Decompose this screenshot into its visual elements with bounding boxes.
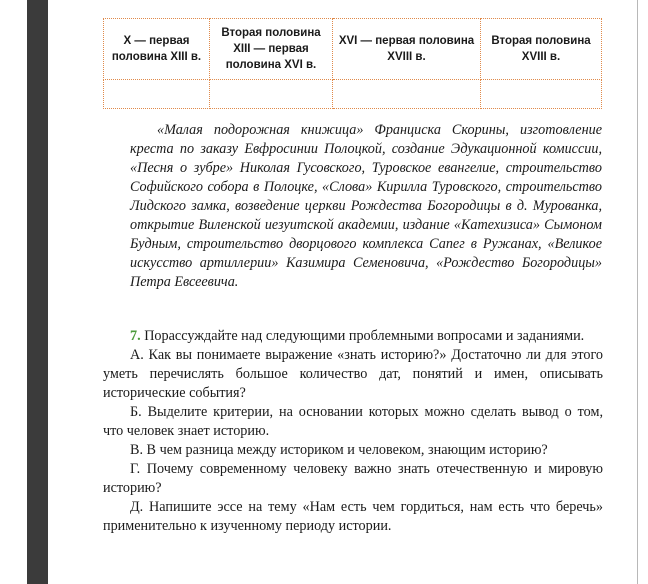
task-item: Б. Выделите критерии, на основании которых можно сделать вывод о том, что человек знает историю. [103, 404, 603, 439]
task-number: 7. [130, 328, 141, 344]
table-header-cell: Вторая половина XVIII в. [481, 19, 602, 80]
table-header-cell: Вторая половина XIII — первая половина XVI в. [210, 19, 333, 80]
task-item: А. Как вы понимаете выражение «знать историю?» Достаточно ли для этого уметь перечислять большое количество дат, понятий и имен, описывать исторические события? [103, 347, 603, 401]
task-item: Д. Напишите эссе на тему «Нам есть чем гордиться, нам есть что беречь» применительно к изученному периоду истории. [103, 499, 603, 534]
task-item: Г. Почему современному человеку важно знать отечественную и мировую историю? [103, 461, 603, 496]
task-block [103, 327, 603, 536]
table-row [104, 80, 602, 109]
table-header-cell: XVI — первая половина XVIII в. [333, 19, 481, 80]
examples-paragraph: «Малая подорожная книжица» Франциска Скорины, изготовление креста по заказу Евфросинии Полоцкой, создание Эдукационной комиссии, «Песня о зубре» Николая Гусовского, Туровское евангелие, строительство Софийского собора в Полоцке, «Слова» Кирилла Туровского, строительство Лидского замка, возведение церкви Рождества Богородицы в д. Мурованка, открытие Виленской иезуитской академии, издание «Катехизиса» Сымоном Будным, строительство дворцового комплекса Сапег в Ружанах, «Великое искусство артиллерии» Казимира Семеновича, «Рождество Богородицы» Петра Евсеевича. [130, 122, 602, 290]
table-cell [333, 80, 481, 109]
table-cell [104, 80, 210, 109]
task-item: В. В чем разница между историком и человеком, знающим историю? [130, 442, 548, 458]
task-intro-text: Порассуждайте над следующими проблемными вопросами и заданиями. [144, 328, 585, 344]
table-header-row [104, 19, 602, 80]
table-cell [481, 80, 602, 109]
page-edge-rule [637, 0, 638, 584]
page-margin [0, 0, 27, 584]
periods-table [103, 18, 602, 109]
book-spine-bar [27, 0, 48, 584]
table-header-cell: Х — первая половина XIII в. [104, 19, 210, 80]
task-intro [103, 327, 603, 346]
table-cell [210, 80, 333, 109]
